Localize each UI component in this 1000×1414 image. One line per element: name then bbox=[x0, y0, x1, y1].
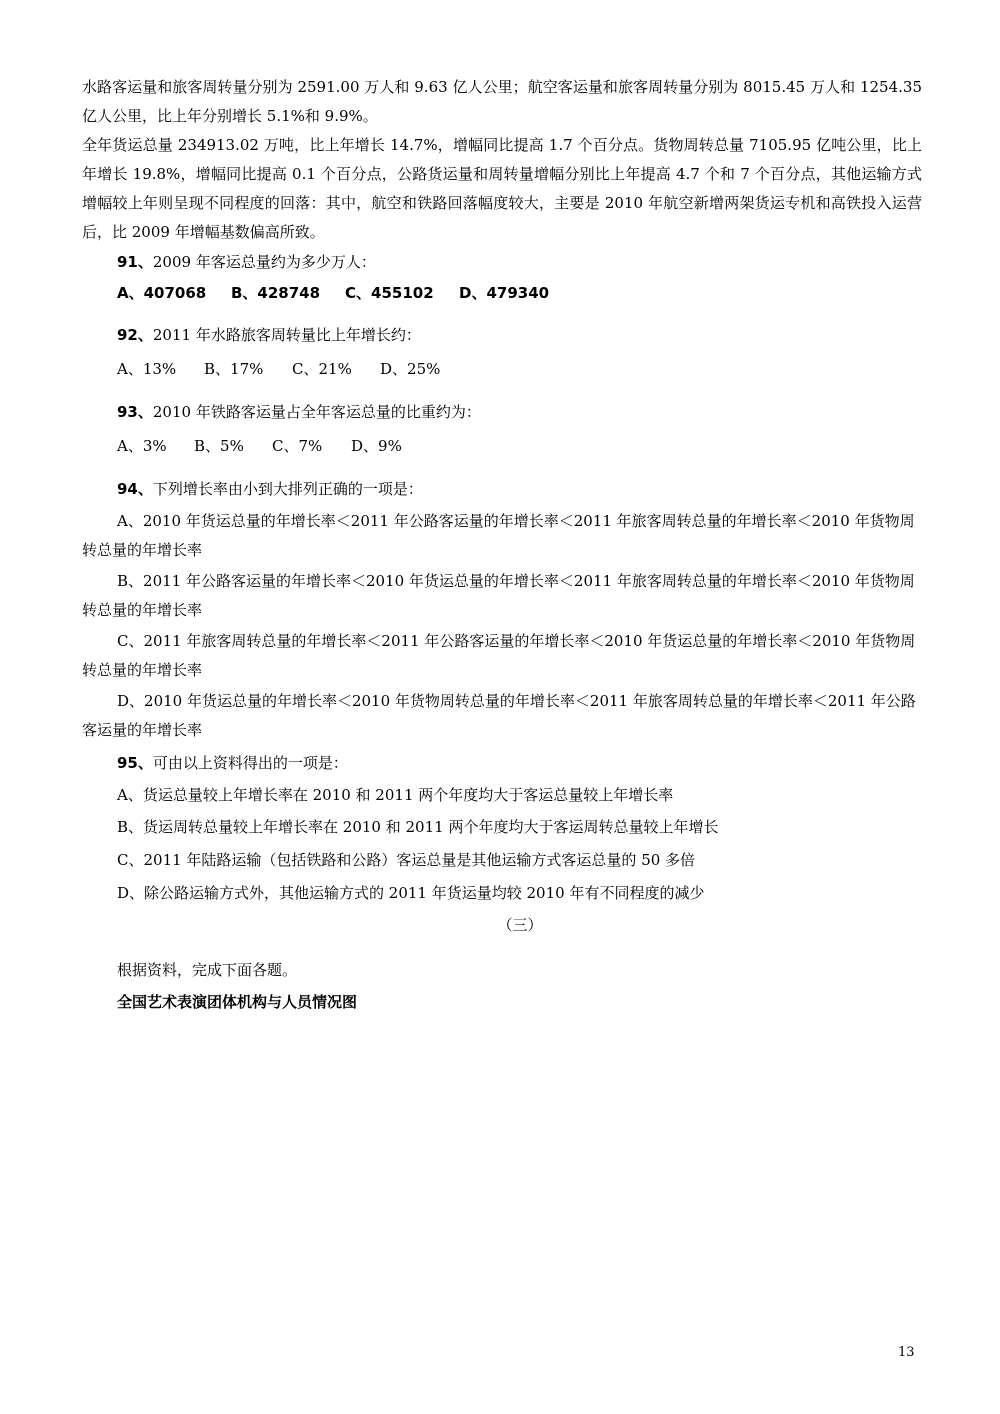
question-number: 94、 bbox=[117, 480, 153, 498]
question-94 bbox=[117, 478, 423, 500]
section-label: （三） bbox=[497, 916, 543, 934]
option-a: A、13% bbox=[117, 360, 177, 378]
question-number: 91、 bbox=[117, 253, 153, 271]
option-c: C、7% bbox=[272, 437, 323, 455]
question-91-options bbox=[117, 282, 549, 304]
question-92 bbox=[117, 324, 421, 346]
question-94-option-d: D、2010 年货运总量的年增长率＜2010 年货物周转总量的年增长率＜2011 年旅客周转总量的年增长率＜2011 年公路客运量的年增长率 bbox=[82, 692, 916, 739]
option-d: D、9% bbox=[351, 437, 402, 455]
question-text: 可由以上资料得出的一项是： bbox=[152, 754, 348, 772]
option-b: B、17% bbox=[204, 360, 264, 378]
question-93 bbox=[117, 401, 481, 423]
question-95-option-a: A、货运总量较上年增长率在 2010 和 2011 两个年度均大于客运总量较上年增长率 bbox=[117, 786, 674, 804]
question-95-option-d: D、除公路运输方式外，其他运输方式的 2011 年货运量均较 2010 年有不同程度的减少 bbox=[117, 884, 705, 902]
page-number: 13 bbox=[898, 1345, 915, 1360]
question-number: 95、 bbox=[117, 754, 153, 772]
question-number: 92、 bbox=[117, 326, 153, 344]
question-91 bbox=[117, 251, 376, 273]
intro-paragraph-2: 全年货运总量 234913.02 万吨，比上年增长 14.7%，增幅同比提高 1.7 个百分点。货物周转总量 7105.95 亿吨公里，比上年增长 19.8%，增幅同比提高 0.1 个百分点，公路货运量和周转量增幅分别比上年提高 4.7 个和 7 个百分点，其他运输方式增幅较上年则呈现不同程度的回落：其中，航空和铁路回落幅度较大，主要是 2010 年航空新增两架货运专机和高铁投入运营后，比 2009 年增幅基数偏高所致。 bbox=[82, 136, 922, 241]
option-b: B、5% bbox=[194, 437, 244, 455]
option-c: C、21% bbox=[292, 360, 352, 378]
question-text: 下列增长率由小到大排列正确的一项是： bbox=[152, 480, 423, 498]
question-text: 2009 年客运总量约为多少万人： bbox=[152, 253, 376, 271]
question-95-option-c: C、2011 年陆路运输（包括铁路和公路）客运总量是其他运输方式客运总量的 50 多倍 bbox=[117, 851, 696, 869]
question-94-option-c: C、2011 年旅客周转总量的年增长率＜2011 年公路客运量的年增长率＜2010 年货运总量的年增长率＜2010 年货物周转总量的年增长率 bbox=[82, 632, 916, 679]
option-c: C、455102 bbox=[345, 284, 434, 302]
option-b: B、428748 bbox=[231, 284, 321, 302]
option-d: D、479340 bbox=[459, 284, 550, 302]
question-text: 2011 年水路旅客周转量比上年增长约： bbox=[152, 326, 421, 344]
question-number: 93、 bbox=[117, 403, 153, 421]
section-instruction: 根据资料，完成下面各题。 bbox=[117, 961, 298, 979]
option-a: A、407068 bbox=[117, 284, 207, 302]
option-a: A、3% bbox=[117, 437, 167, 455]
question-95 bbox=[117, 752, 348, 774]
question-text: 2010 年铁路客运量占全年客运总量的比重约为： bbox=[152, 403, 481, 421]
question-94-option-a: A、2010 年货运总量的年增长率＜2011 年公路客运量的年增长率＜2011 年旅客周转总量的年增长率＜2010 年货物周转总量的年增长率 bbox=[82, 512, 915, 559]
question-95-option-b: B、货运周转总量较上年增长率在 2010 和 2011 两个年度均大于客运周转总量较上年增长 bbox=[117, 818, 719, 836]
question-93-options bbox=[117, 435, 402, 457]
option-d: D、25% bbox=[380, 360, 441, 378]
chart-title: 全国艺术表演团体机构与人员情况图 bbox=[117, 993, 358, 1011]
intro-paragraph-1: 水路客运量和旅客周转量分别为 2591.00 万人和 9.63 亿人公里；航空客运量和旅客周转量分别为 8015.45 万人和 1254.35 亿人公里，比上年分别增长 5.1%和 9.9%。 bbox=[82, 78, 922, 125]
question-94-option-b: B、2011 年公路客运量的年增长率＜2010 年货运总量的年增长率＜2011 年旅客周转总量的年增长率＜2010 年货物周转总量的年增长率 bbox=[82, 572, 915, 619]
question-92-options bbox=[117, 358, 440, 380]
